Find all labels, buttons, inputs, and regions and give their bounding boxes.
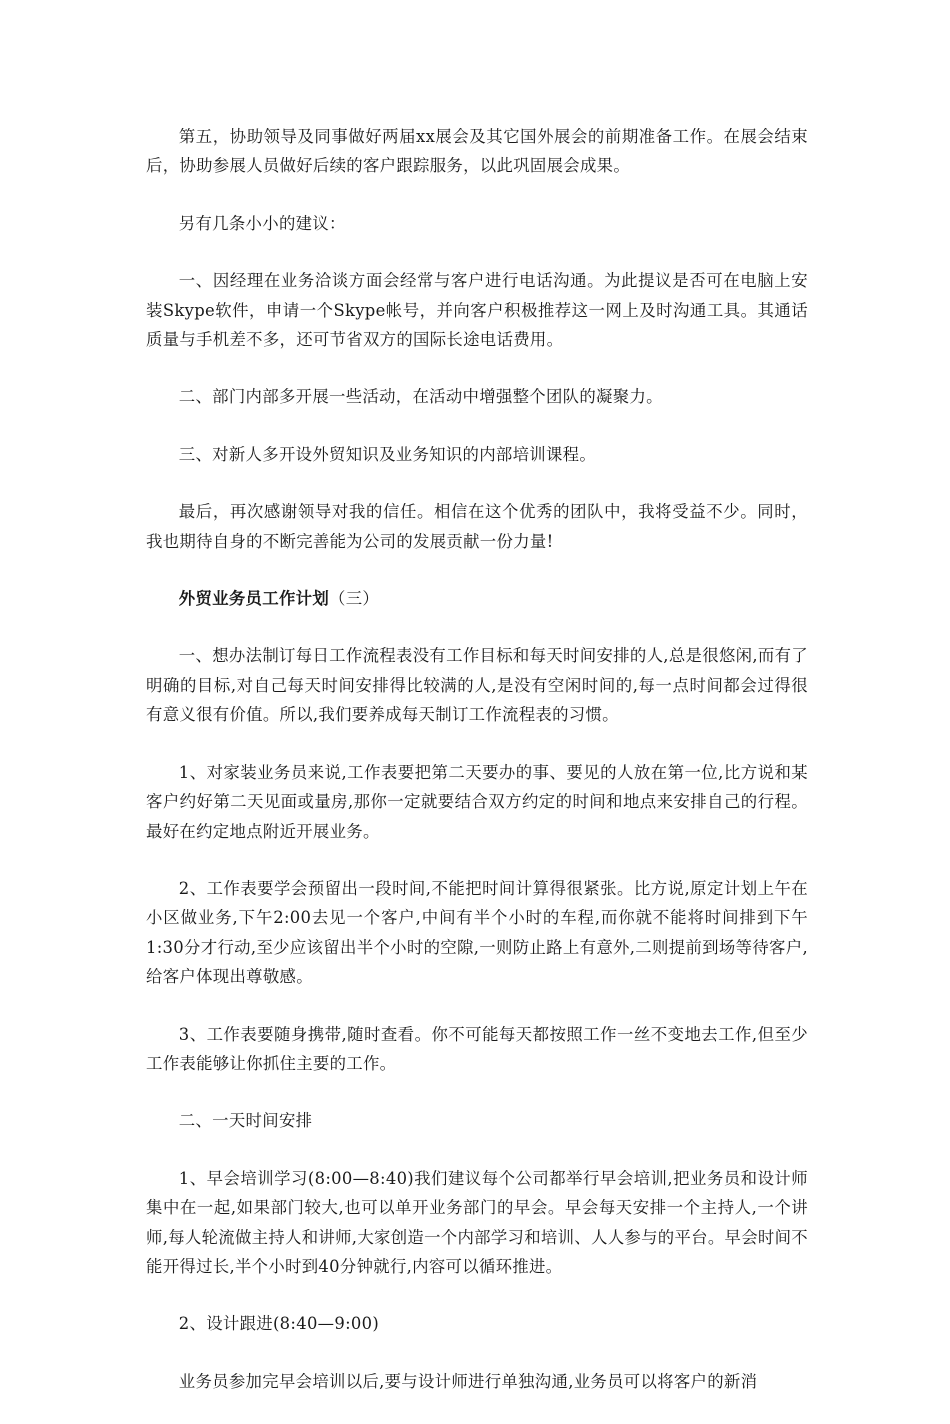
document-page bbox=[146, 122, 808, 1424]
paragraph: 一、因经理在业务洽谈方面会经常与客户进行电话沟通。为此提议是否可在电脑上安装Skype软件，申请一个Skype帐号，并向客户积极推荐这一网上及时沟通工具。其通话质量与手机差不多，还可节省双方的国际长途电话费用。 bbox=[146, 271, 808, 350]
paragraph: 2、设计跟进(8:40—9:00) bbox=[178, 1314, 380, 1334]
paragraph: 3、工作表要随身携带,随时查看。你不可能每天都按照工作一丝不变地去工作,但至少工作表能够让你抓住主要的工作。 bbox=[146, 1024, 808, 1073]
paragraph: 业务员参加完早会培训以后,要与设计师进行单独沟通,业务员可以将客户的新消 bbox=[178, 1371, 758, 1391]
paragraph: 二、一天时间安排 bbox=[178, 1111, 313, 1131]
section-heading-suffix: （三） bbox=[329, 589, 380, 609]
section-heading-title: 外贸业务员工作计划 bbox=[178, 589, 330, 609]
paragraph: 一、想办法制订每日工作流程表没有工作目标和每天时间安排的人,总是很悠闲,而有了明确的目标,对自己每天时间安排得比较满的人,是没有空闲时间的,每一点时间都会过得很有意义很有价值。所以,我们要养成每天制订工作流程表的习惯。 bbox=[146, 646, 808, 725]
paragraph: 二、部门内部多开展一些活动，在活动中增强整个团队的凝聚力。 bbox=[178, 387, 663, 407]
paragraph: 三、对新人多开设外贸知识及业务知识的内部培训课程。 bbox=[178, 444, 597, 464]
paragraph: 1、早会培训学习(8:00—8:40)我们建议每个公司都举行早会培训,把业务员和设计师集中在一起,如果部门较大,也可以单开业务部门的早会。早会每天安排一个主持人,一个讲师,每人轮流做主持人和讲师,大家创造一个内部学习和培训、人人参与的平台。早会时间不能开得过长,半个小时到40分钟就行,内容可以循环推进。 bbox=[146, 1168, 808, 1276]
section-heading bbox=[146, 584, 808, 613]
paragraph: 第五，协助领导及同事做好两届xx展会及其它国外展会的前期准备工作。在展会结束后，协助参展人员做好后续的客户跟踪服务，以此巩固展会成果。 bbox=[146, 127, 808, 176]
paragraph: 2、工作表要学会预留出一段时间,不能把时间计算得很紧张。比方说,原定计划上午在小区做业务,下午2:00去见一个客户,中间有半个小时的车程,而你就不能将时间排到下午1:30分才行动,至少应该留出半个小时的空隙,一则防止路上有意外,二则提前到场等待客户,给客户体现出尊敬感。 bbox=[146, 878, 808, 987]
paragraph: 另有几条小小的建议： bbox=[178, 213, 346, 233]
paragraph: 1、对家装业务员来说,工作表要把第二天要办的事、要见的人放在第一位,比方说和某客户约好第二天见面或量房,那你一定就要结合双方约定的时间和地点来安排自己的行程。最好在约定地点附近开展业务。 bbox=[146, 762, 808, 841]
paragraph: 最后，再次感谢领导对我的信任。相信在这个优秀的团队中，我将受益不少。同时，我也期待自身的不断完善能为公司的发展贡献一份力量! bbox=[146, 502, 808, 551]
